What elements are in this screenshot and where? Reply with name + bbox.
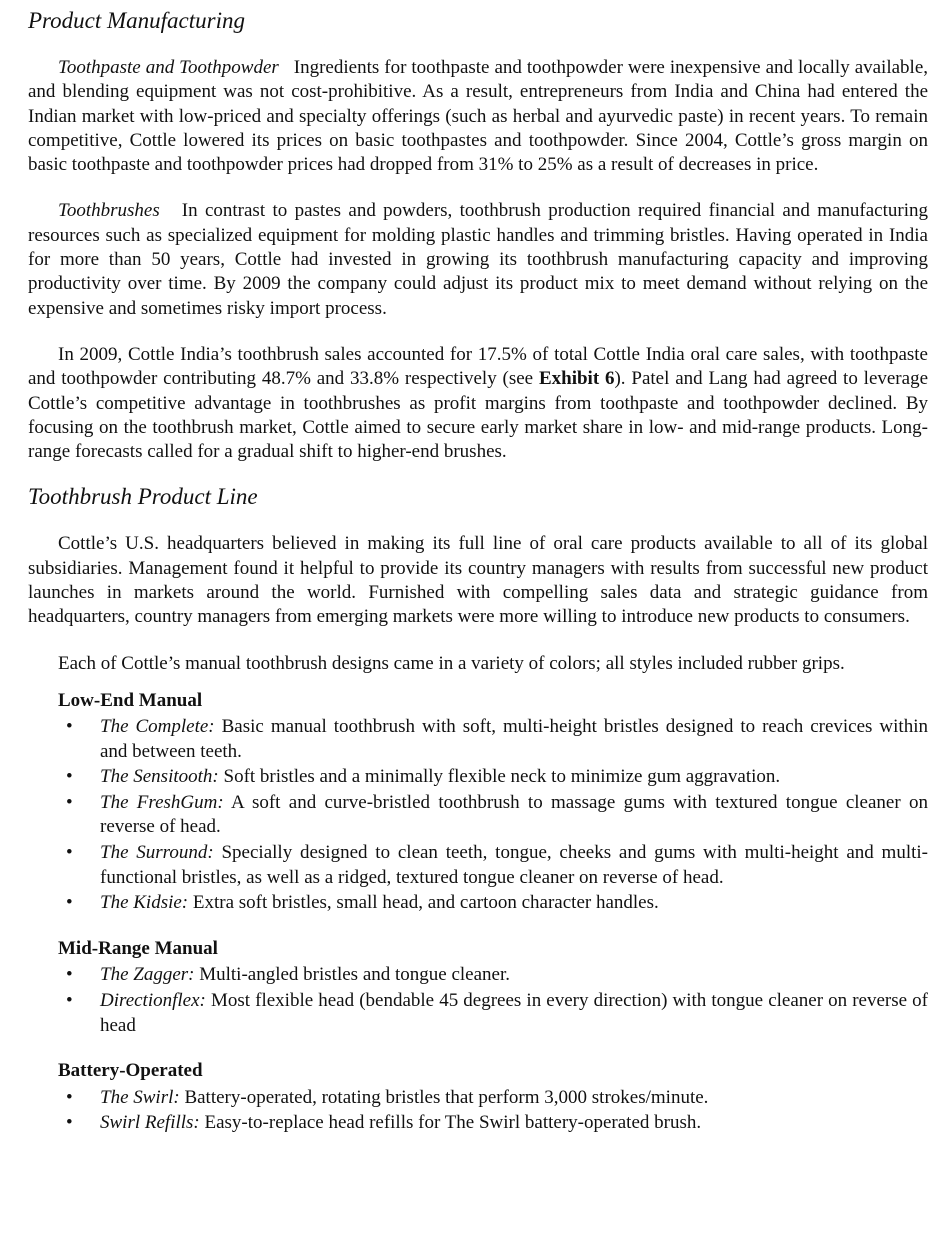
paragraph-text: In contrast to pastes and powders, toothbrush production required financial and manufacturing resources such as specialized equipment for molding plastic handles and trimming bristles. Having operated in India for more than 50 years, Cottle had invested in growing its toothbrush manufacturing capacity and improving productivity over time. By 2009 the company could adjust its product mix to meet demand without relying on the expensive and sometimes risky import process. — [28, 200, 928, 319]
list-item — [100, 989, 928, 1038]
product-name: Directionflex: — [100, 990, 206, 1012]
paragraph-text: Ingredients for toothpaste and toothpowder were inexpensive and locally available, and blending equipment was not cost-prohibitive. As a result, entrepreneurs from India and China had entered the Indian market with low-priced and specialty offerings (such as herbal and ayurvedic paste) in recent years. To remain competitive, Cottle lowered its prices on basic toothpastes and toothpowder. Since 2004, Cottle’s gross margin on basic toothpaste and toothpowder prices had dropped from 31% to 25% as a result of decreases in price. — [28, 57, 929, 176]
list-item — [100, 841, 928, 890]
product-list-mid-range — [28, 963, 928, 1037]
product-description: Basic manual toothbrush with soft, multi-height bristles designed to reach crevices within and between teeth. — [100, 716, 928, 762]
product-name: The FreshGum: — [100, 792, 224, 814]
product-name: The Zagger: — [100, 964, 195, 986]
product-description: Most flexible head (bendable 45 degrees in every direction) with tongue cleaner on reverse of head — [100, 990, 928, 1036]
paragraph-colors: Each of Cottle’s manual toothbrush designs came in a variety of colors; all styles included rubber grips. — [58, 652, 845, 674]
group-heading-mid-range: Mid-Range Manual — [58, 938, 218, 960]
paragraph-toothbrushes — [28, 199, 928, 320]
product-description: A soft and curve-bristled toothbrush to massage gums with textured tongue cleaner on reverse of head. — [100, 792, 928, 838]
product-description: Easy-to-replace head refills for The Swirl battery-operated brush. — [199, 1112, 702, 1134]
exhibit-reference: Exhibit 6 — [538, 368, 615, 390]
product-name: The Complete: — [100, 716, 215, 738]
product-description: Specially designed to clean teeth, tongue, cheeks and gums with multi-height and multi-functional bristles, as well as a ridged, textured tongue cleaner on reverse of head. — [100, 842, 928, 888]
paragraph-headquarters: Cottle’s U.S. headquarters believed in making its full line of oral care products available to all of its global subsidiaries. Management found it helpful to provide its country managers with results from successful new product launches in markets around the world. Furnished with compelling sales data and strategic guidance from headquarters, country managers from emerging markets were more willing to introduce new products to consumers. — [28, 533, 928, 628]
list-item — [100, 1086, 928, 1110]
group-heading-battery: Battery-Operated — [58, 1060, 203, 1082]
paragraph-lead: Toothpaste and Toothpowder — [58, 57, 279, 78]
product-description: Soft bristles and a minimally flexible neck to minimize gum aggravation. — [218, 766, 781, 788]
section-title-product-manufacturing: Product Manufacturing — [28, 8, 245, 33]
paragraph-lead: Toothbrushes — [58, 200, 160, 222]
product-description: Battery-operated, rotating bristles that perform 3,000 strokes/minute. — [179, 1086, 709, 1108]
product-description: Multi-angled bristles and tongue cleaner. — [194, 964, 511, 986]
list-item — [100, 891, 928, 915]
product-list-battery — [28, 1086, 928, 1136]
section-title-toothbrush-product-line: Toothbrush Product Line — [28, 484, 258, 510]
product-name: The Kidsie: — [100, 892, 189, 914]
list-item — [100, 1111, 928, 1135]
product-name: The Swirl: — [100, 1086, 180, 1108]
list-item — [100, 715, 928, 764]
list-item — [100, 791, 928, 840]
product-description: Extra soft bristles, small head, and cartoon character handles. — [188, 892, 659, 914]
list-item — [100, 963, 928, 987]
group-heading-low-end: Low-End Manual — [58, 689, 203, 711]
paragraph-toothpaste — [28, 56, 928, 177]
list-item — [100, 765, 928, 789]
product-list-low-end — [28, 715, 928, 915]
paragraph-sales-share — [28, 343, 928, 464]
paragraph-text: ). Patel and Lang had agreed to leverage Cottle’s competitive advantage in toothbrushes as profit margins from toothpaste and toothpowder declined. By focusing on the toothbrush market, Cottle aimed to secure early market share in low- and mid-range products. Long-range forecasts called for a gradual shift to higher-end brushes. — [28, 368, 929, 463]
product-name: Swirl Refills: — [100, 1112, 200, 1134]
product-name: The Surround: — [100, 842, 214, 864]
product-name: The Sensitooth: — [100, 766, 219, 788]
paragraph-text: In 2009, Cottle India’s toothbrush sales accounted for 17.5% of total Cottle India oral care sales, with toothpaste and toothpowder contributing 48.7% and 33.8% respectively (see — [28, 343, 928, 390]
